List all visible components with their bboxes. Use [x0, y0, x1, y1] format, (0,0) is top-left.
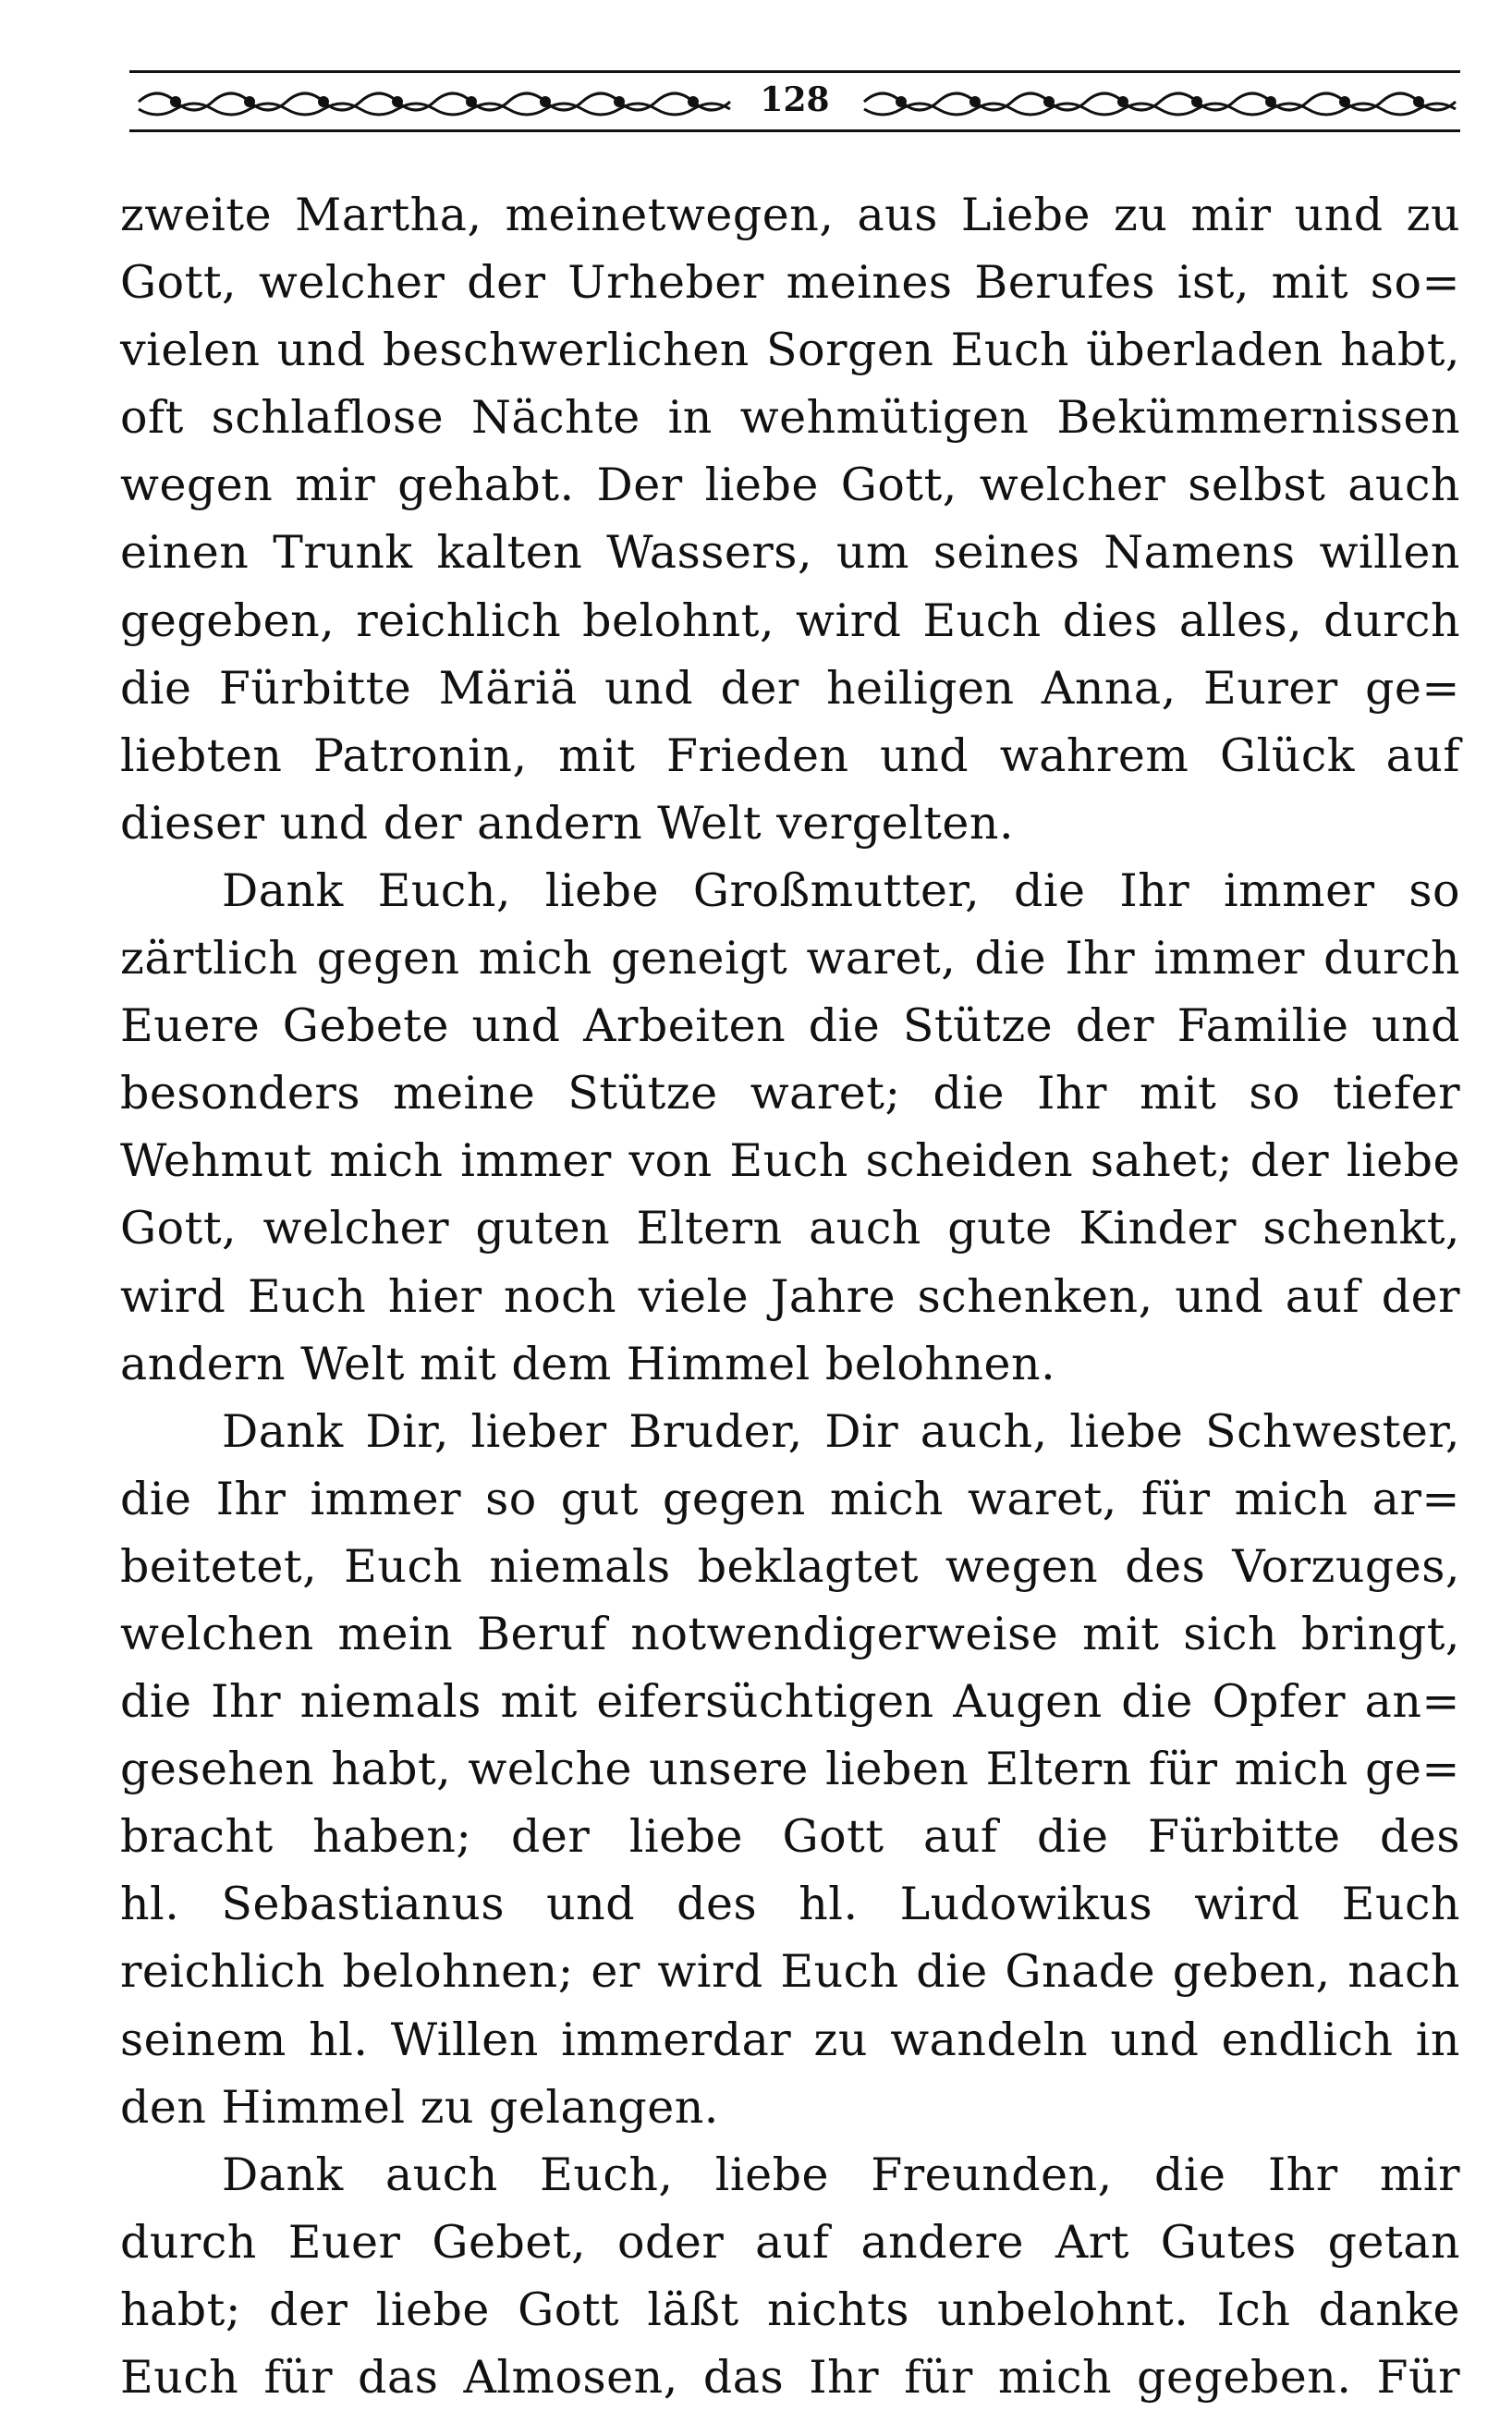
text-line: die Ihr niemals mit eifersüchtigen Augen die Opfer an=	[120, 1675, 1460, 1729]
text-line: wird Euch hier noch viele Jahre schenken, und auf der	[120, 1269, 1460, 1323]
header-rule-bottom	[129, 129, 1460, 132]
text-line: Dank Euch, liebe Großmutter, die Ihr immer so	[222, 863, 1460, 917]
text-line: zweite Martha, meinetwegen, aus Liebe zu mir und zu	[120, 189, 1460, 241]
text-line: Dank auch Euch, liebe Freunden, die Ihr mir	[222, 2148, 1460, 2201]
body-text	[120, 181, 1460, 2411]
text-line: welchen mein Beruf notwendigerweise mit sich bringt,	[120, 1607, 1460, 1660]
text-line: bracht haben; der liebe Gott auf die Fürbitte des	[120, 1810, 1460, 1864]
text-line: liebten Patronin, mit Frieden und wahrem Glück auf	[120, 728, 1460, 782]
text-line: Euere Gebete und Arbeiten die Stütze der Familie und	[120, 999, 1460, 1053]
text-line: Gott, welcher guten Eltern auch gute Kinder schenkt,	[120, 1202, 1460, 1255]
text-line: seinem hl. Willen immerdar zu wandeln und endlich in	[120, 2013, 1460, 2066]
text-line: vielen und beschwerlichen Sorgen Euch überladen habt,	[120, 324, 1460, 377]
text-line: Gott, welcher der Urheber meines Berufes ist, mit so=	[120, 256, 1460, 310]
page-number: 128	[760, 80, 830, 119]
text-line: wegen mir gehabt. Der liebe Gott, welcher selbst auch	[120, 459, 1460, 512]
text-line: Dank Dir, lieber Bruder, Dir auch, liebe Schwester,	[222, 1404, 1460, 1458]
text-line: besonders meine Stütze waret; die Ihr mit so tiefer	[120, 1067, 1460, 1120]
text-line: habt; der liebe Gott läßt nichts unbelohnt. Ich danke	[120, 2283, 1460, 2336]
text-line: durch Euer Gebet, oder auf andere Art Gutes getan	[120, 2215, 1460, 2269]
decorative-border-icon	[855, 81, 1460, 122]
text-line: oft schlaflose Nächte in wehmütigen Bekümmernissen	[120, 391, 1460, 445]
header-rule-top	[129, 70, 1460, 73]
text-line: Euch für das Almosen, das Ihr für mich gegeben. Für	[120, 2351, 1460, 2404]
text-line: den Himmel zu gelangen.	[120, 2080, 719, 2134]
text-line: die Fürbitte Märiä und der heiligen Anna, Eurer ge=	[120, 661, 1460, 715]
text-line: Wehmut mich immer von Euch scheiden sahet; der liebe	[120, 1134, 1460, 1188]
text-line: die Ihr immer so gut gegen mich waret, für mich ar=	[120, 1472, 1460, 1525]
text-line: reichlich belohnen; er wird Euch die Gnade geben, nach	[120, 1945, 1460, 1999]
text-line: gegeben, reichlich belohnt, wird Euch dies alles, durch	[120, 594, 1460, 647]
text-line: andern Welt mit dem Himmel belohnen.	[120, 1337, 1056, 1390]
text-line: hl. Sebastianus und des hl. Ludowikus wird Euch	[120, 1878, 1460, 1931]
decorative-border-icon	[129, 81, 735, 122]
text-line: zärtlich gegen mich geneigt waret, die Ihr immer durch	[120, 932, 1460, 985]
text-line: einen Trunk kalten Wassers, um seines Namens willen	[120, 526, 1460, 580]
page-header	[129, 63, 1460, 137]
text-line: gesehen habt, welche unsere lieben Eltern für mich ge=	[120, 1743, 1460, 1796]
text-line: dieser und der andern Welt vergelten.	[120, 796, 1015, 850]
text-line: beitetet, Euch niemals beklagtet wegen des Vorzuges,	[120, 1539, 1460, 1593]
